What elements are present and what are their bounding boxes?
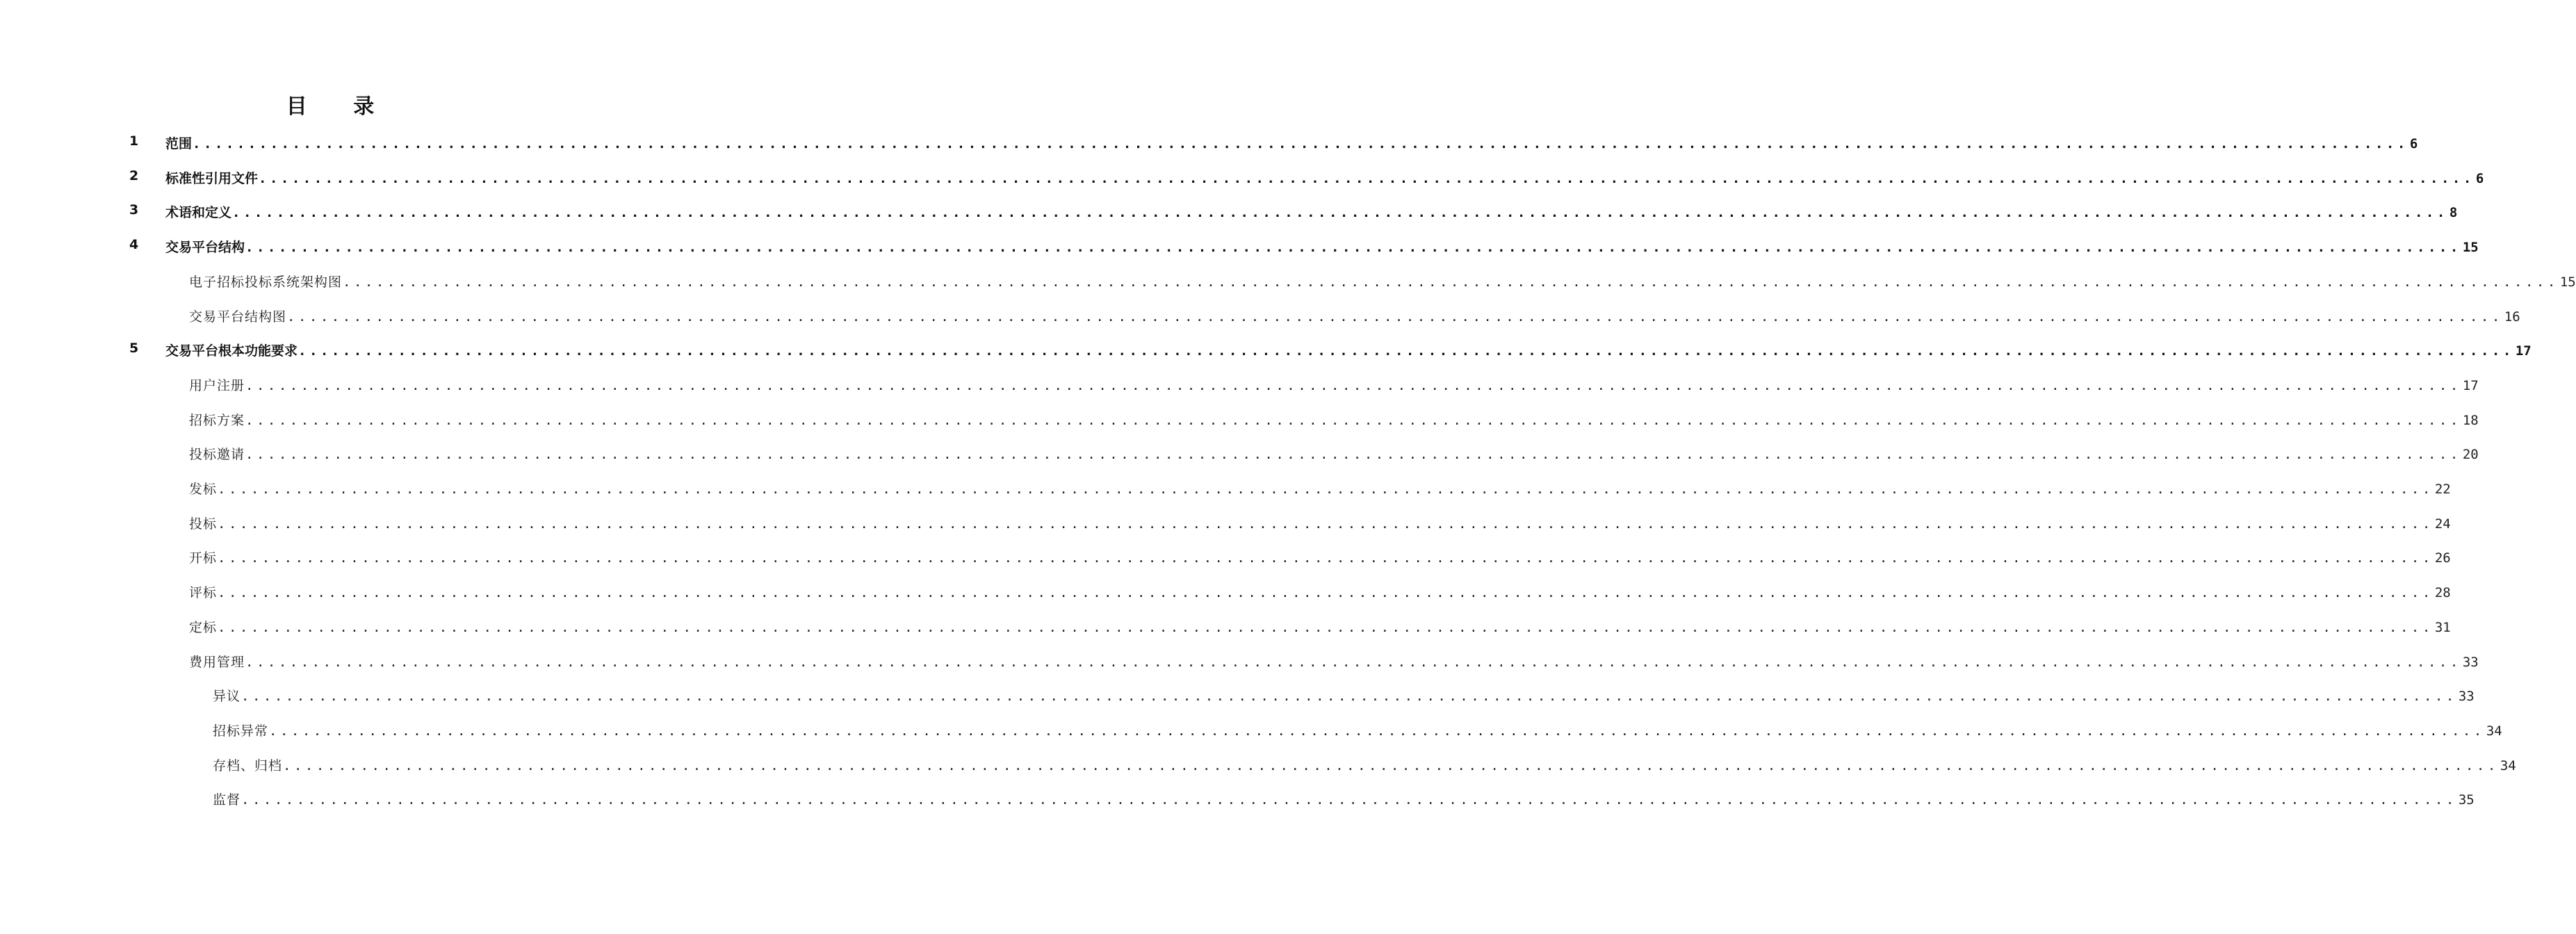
toc-entry-label: 标准性引用文件	[165, 170, 259, 186]
toc-entry[interactable]	[129, 202, 2458, 223]
toc-entry-label: 开标	[189, 550, 218, 566]
toc-entry-page: 22	[2434, 482, 2451, 497]
toc-entry[interactable]	[189, 272, 2576, 293]
dot-leader: ........................................................................................................................................................................................................	[245, 654, 2461, 670]
toc-entry-label: 存档、归档	[213, 757, 283, 773]
toc-entry-label: 评标	[189, 585, 218, 601]
toc-entry[interactable]	[129, 341, 2532, 361]
toc-entry-number: 1	[129, 133, 139, 149]
toc-entry-number: 3	[129, 202, 139, 218]
toc-entry-label: 交易平台根本功能要求	[165, 343, 298, 359]
toc-entry[interactable]	[189, 582, 2451, 603]
toc-entry[interactable]	[213, 789, 2475, 810]
toc-entry-page: 8	[2449, 205, 2458, 221]
dot-leader: ........................................................................................................................................................................................................	[259, 170, 2475, 186]
dot-leader: ........................................................................................................................................................................................................	[218, 550, 2434, 566]
toc-entry[interactable]	[189, 306, 2520, 327]
toc-entry-page: 33	[2458, 689, 2475, 705]
toc-entry-label: 监督	[213, 792, 241, 808]
toc-entry-page: 6	[2409, 136, 2418, 151]
dot-leader: ........................................................................................................................................................................................................	[232, 205, 2448, 221]
toc-entry-page: 17	[2462, 377, 2479, 393]
toc-entry-label: 交易平台结构	[165, 240, 245, 256]
toc-entry-label: 招标异常	[213, 723, 269, 739]
toc-entry-label: 招标方案	[189, 412, 245, 428]
toc-entry-page: 28	[2434, 585, 2451, 601]
dot-leader: ........................................................................................................................................................................................................	[218, 619, 2434, 635]
toc-entry-label: 异议	[213, 689, 241, 705]
toc-entry-page: 26	[2434, 550, 2451, 566]
toc-entry-label: 术语和定义	[165, 205, 232, 221]
toc-entry-number: 5	[129, 341, 139, 357]
toc-entry-page: 33	[2462, 654, 2479, 670]
dot-leader: ........................................................................................................................................................................................................	[287, 309, 2503, 325]
toc-entry-page: 20	[2462, 447, 2479, 463]
dot-leader: ........................................................................................................................................................................................................	[218, 585, 2434, 601]
toc-entry[interactable]	[189, 410, 2479, 431]
toc-entry-number: 2	[129, 167, 139, 183]
toc-entry[interactable]	[213, 686, 2475, 707]
toc-entry-page: 15	[2559, 274, 2576, 290]
toc-entry-page: 17	[2515, 343, 2532, 359]
toc-entry[interactable]	[189, 617, 2451, 638]
toc-entry-label: 定标	[189, 619, 218, 635]
toc-entry[interactable]	[213, 755, 2516, 776]
toc-entry-label: 用户注册	[189, 377, 245, 393]
toc-entry[interactable]	[129, 133, 2418, 154]
toc-entry-number: 4	[129, 237, 139, 253]
toc-entry[interactable]	[189, 479, 2451, 500]
toc-entry-label: 投标邀请	[189, 447, 245, 463]
toc-entry[interactable]	[189, 548, 2451, 568]
dot-leader: ........................................................................................................................................................................................................	[193, 136, 2408, 151]
toc-entry[interactable]	[129, 237, 2479, 258]
dot-leader: ........................................................................................................................................................................................................	[241, 689, 2457, 705]
toc-entry-page: 31	[2434, 619, 2451, 635]
dot-leader: ........................................................................................................................................................................................................	[218, 482, 2434, 497]
dot-leader: ........................................................................................................................................................................................................	[269, 723, 2485, 739]
toc-entry-page: 24	[2434, 516, 2451, 532]
page-title: 目 录	[286, 95, 394, 119]
toc-entry[interactable]	[189, 514, 2451, 534]
toc-entry-label: 电子招标投标系统架构图	[189, 274, 343, 290]
dot-leader: ........................................................................................................................................................................................................	[245, 377, 2461, 393]
dot-leader: ........................................................................................................................................................................................................	[245, 240, 2461, 256]
toc-entry-label: 交易平台结构图	[189, 309, 287, 325]
dot-leader: ........................................................................................................................................................................................................	[245, 447, 2461, 463]
toc-entry-label: 发标	[189, 482, 218, 497]
dot-leader: ........................................................................................................................................................................................................	[241, 792, 2457, 808]
toc-entry-page: 16	[2504, 309, 2520, 325]
toc-entry-label: 范围	[165, 136, 193, 151]
toc-entry-page: 6	[2475, 170, 2484, 186]
toc-entry[interactable]	[189, 375, 2479, 396]
toc-entry-page: 15	[2462, 240, 2479, 256]
dot-leader: ........................................................................................................................................................................................................	[298, 343, 2514, 359]
dot-leader: ........................................................................................................................................................................................................	[245, 412, 2461, 428]
toc-entry-page: 34	[2500, 757, 2516, 773]
toc-entry-label: 投标	[189, 516, 218, 532]
toc-entry-label: 费用管理	[189, 654, 245, 670]
toc-entry[interactable]	[129, 167, 2484, 189]
toc-entry-page: 18	[2462, 412, 2479, 428]
toc-entry[interactable]	[213, 721, 2502, 742]
dot-leader: ........................................................................................................................................................................................................	[283, 757, 2499, 773]
toc-entry-page: 35	[2458, 792, 2475, 808]
dot-leader: ........................................................................................................................................................................................................	[218, 516, 2434, 532]
toc-entry[interactable]	[189, 652, 2479, 673]
toc-entry-page: 34	[2486, 723, 2502, 739]
toc-entry[interactable]	[189, 444, 2479, 465]
dot-leader: ........................................................................................................................................................................................................	[343, 274, 2559, 290]
